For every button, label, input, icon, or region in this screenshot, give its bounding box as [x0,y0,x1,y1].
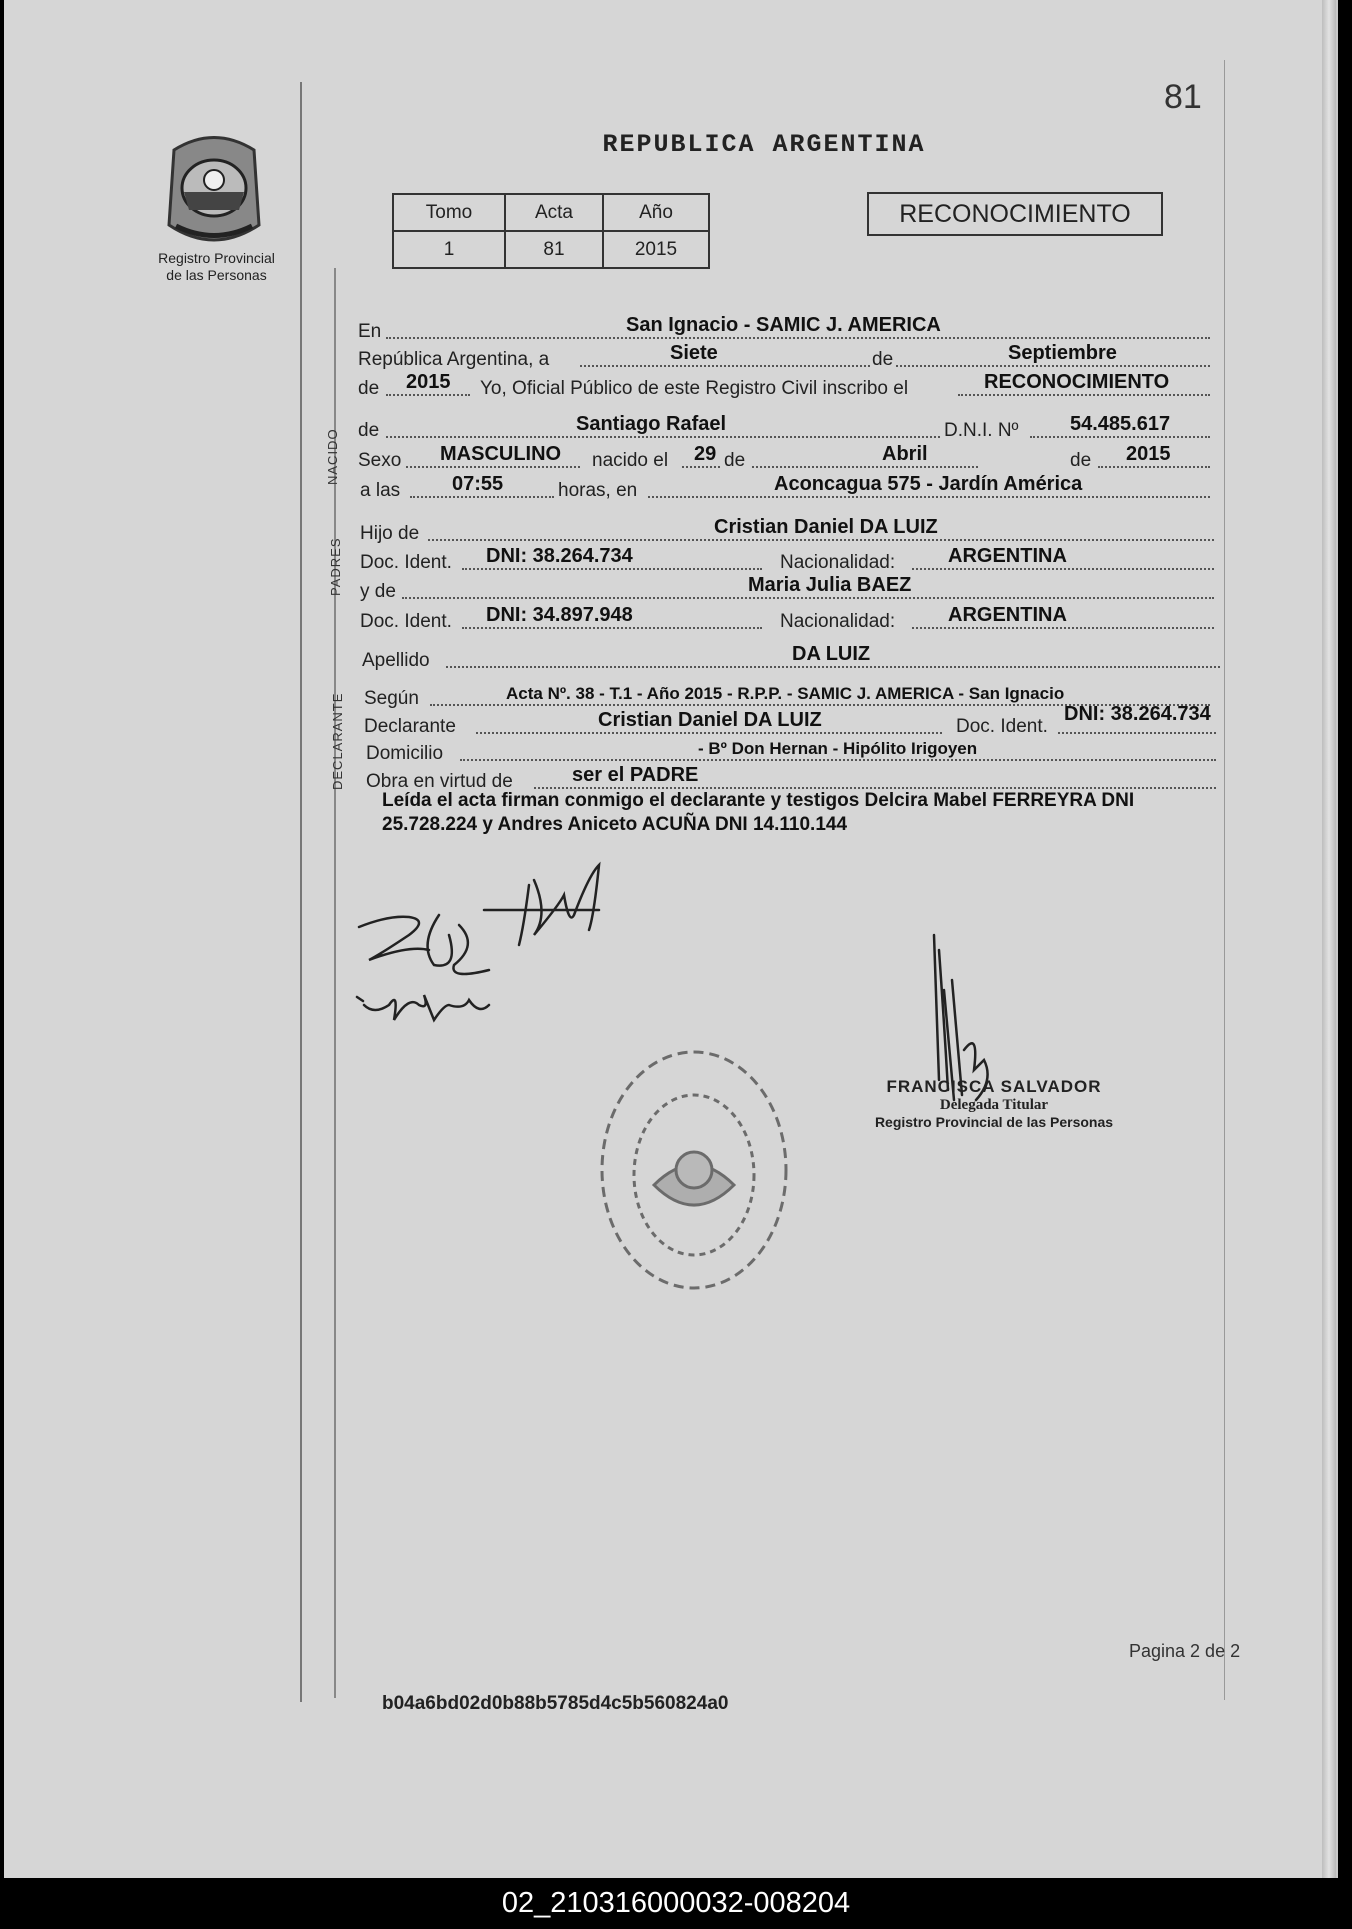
row-father [360,515,1218,545]
row-mother-doc [360,603,1218,633]
label-father-nationality: Nacionalidad: [780,552,896,573]
header-tomo: Tomo [393,194,505,231]
value-by-virtue: ser el PADRE [572,764,699,786]
dotted-line [682,466,720,468]
value-birth-place: Aconcagua 575 - Jardín América [774,473,1083,495]
value-father-nationality: ARGENTINA [948,545,1067,567]
right-margin-line [1224,60,1225,1700]
document-page [4,0,1334,1878]
label-de-birth-year: de [1070,450,1092,471]
row-address [366,735,1216,765]
label-republica: República Argentina, a [358,349,550,370]
label-mother-doc-ident: Doc. Ident. [360,611,452,632]
value-address: - Bº Don Hernan - Hipólito Irigoyen [698,739,978,758]
label-y-de: y de [360,581,396,602]
page-number: 81 [1164,78,1202,116]
label-mother-nationality: Nacionalidad: [780,611,896,632]
page-edge [1322,0,1336,1878]
header-anio: Año [603,194,709,231]
label-yo: Yo, Oficial Público de este Registro Civil inscribo el [480,378,909,399]
row-child-name [358,412,1216,442]
document-hash: b04a6bd02d0b88b5785d4c5b560824a0 [382,1693,729,1714]
label-apellido: Apellido [362,650,430,671]
value-birth-day: 29 [694,443,717,465]
value-declarant-doc: DNI: 38.264.734 [1064,703,1211,725]
dotted-line [462,627,762,629]
value-birth-month: Abril [882,443,928,465]
dotted-line [958,394,1210,396]
footer-code: 02_210316000032-008204 [0,1878,1352,1929]
dotted-line [912,568,1214,570]
label-horas-en: horas, en [558,480,638,501]
closing-statement: Leída el acta firman conmigo el declarante y testigos Delcira Mabel FERREYRA DNI 25.728.224 y Andres Aniceto ACUÑA DNI 14.110.144 [382,790,1135,835]
dotted-line [386,394,470,396]
value-child-name: Santiago Rafael [576,413,727,435]
row-date [358,341,1216,371]
header-acta: Acta [505,194,603,231]
value-surname: DA LUIZ [792,643,871,665]
label-nacido-el: nacido el [592,450,669,471]
dotted-line [1098,466,1210,468]
label-de-month: de [872,349,894,370]
dotted-line [1030,436,1210,438]
left-margin-line [300,82,302,1702]
value-sex: MASCULINO [440,443,562,465]
record-table-header [393,194,709,231]
row-place [358,313,1216,343]
value-anio: 2015 [603,231,709,268]
value-according-to: Acta Nº. 38 - T.1 - Año 2015 - R.P.P. - SAMIC J. AMERICA - San Ignacio [506,684,1065,703]
value-mother-name: Maria Julia BAEZ [748,574,912,596]
witness-signatures [349,855,619,1035]
value-act-type: RECONOCIMIENTO [984,371,1170,393]
value-birth-year: 2015 [1126,443,1171,465]
value-birth-time: 07:55 [452,473,504,495]
label-de-birth-month: de [724,450,746,471]
dotted-line [476,732,942,734]
value-father-doc: DNI: 38.264.734 [486,545,633,567]
value-tomo: 1 [393,231,505,268]
registry-line-2: de las Personas [166,267,267,283]
label-hijo-de: Hijo de [360,523,420,544]
label-en: En [358,321,382,342]
pagination: Pagina 2 de 2 [1129,1641,1241,1661]
registry-line-1: Registro Provincial [158,250,275,266]
dotted-line [446,666,1220,668]
row-declarant [364,703,1216,738]
row-mother [360,573,1218,603]
dotted-line [402,597,1214,599]
official-name: FRANCISCA SALVADOR [886,1077,1102,1096]
value-day: Siete [670,342,718,364]
dotted-line [428,539,1214,541]
value-father-name: Cristian Daniel DA LUIZ [714,516,938,538]
value-year: 2015 [406,371,451,393]
label-de-child: de [358,420,380,441]
value-month: Septiembre [1008,342,1117,364]
label-declarante: Declarante [364,716,456,737]
label-a-las: a las [360,480,401,501]
official-round-stamp [589,1035,799,1300]
dotted-line [1058,732,1216,734]
dotted-line [752,466,978,468]
dotted-line [386,337,1210,339]
row-sex [358,442,1216,472]
dotted-line [410,496,554,498]
value-mother-nationality: ARGENTINA [948,604,1067,626]
side-label-padres: PADRES [328,537,343,596]
value-mother-doc: DNI: 34.897.948 [486,604,633,626]
label-de-year: de [358,378,380,399]
document-title: REPUBLICA ARGENTINA [602,130,926,159]
official-role: Delegada Titular [939,1097,1049,1113]
row-father-doc [360,544,1218,574]
official-office: Registro Provincial de las Personas [874,1114,1114,1130]
value-declarant: Cristian Daniel DA LUIZ [598,709,822,731]
label-segun: Según [364,688,419,709]
dotted-line [460,759,1216,761]
official-signature-block [864,1077,1124,1130]
row-surname [362,642,1220,672]
label-dni: D.N.I. Nº [944,420,1019,441]
side-label-nacido: NACIDO [325,428,340,485]
label-declarant-doc-ident: Doc. Ident. [956,716,1048,737]
row-birth-time [358,472,1216,502]
dotted-line [648,496,1210,498]
record-type-box: RECONOCIMIENTO [867,192,1163,236]
label-domicilio: Domicilio [366,743,444,764]
provincial-shield-icon [154,130,274,250]
dotted-line [912,627,1214,629]
side-label-declarante: DECLARANTE [330,692,345,790]
value-acta: 81 [505,231,603,268]
label-father-doc-ident: Doc. Ident. [360,552,452,573]
row-inscription [358,370,1216,400]
value-child-dni: 54.485.617 [1070,413,1171,435]
dotted-line [406,466,580,468]
dotted-line [462,568,762,570]
record-table [392,193,710,269]
label-sexo: Sexo [358,450,402,471]
dotted-line [386,436,940,438]
label-obra: Obra en virtud de [366,771,513,792]
record-table-values [393,231,709,268]
registry-caption [144,250,289,284]
value-place: San Ignacio - SAMIC J. AMERICA [626,314,941,336]
